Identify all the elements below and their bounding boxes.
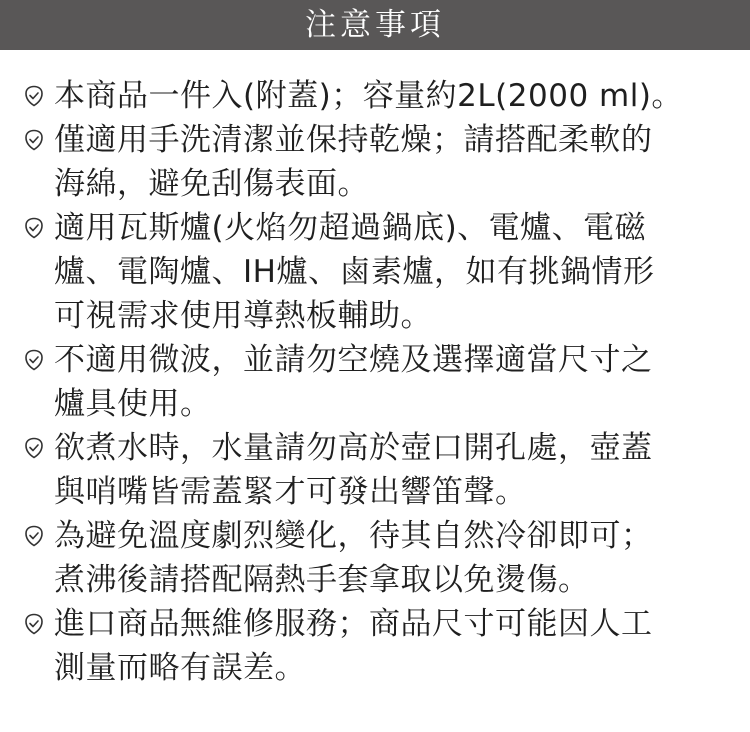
note-item bbox=[0, 338, 750, 426]
note-line: 煮沸後請搭配隔熱手套拿取以免燙傷。 bbox=[54, 562, 590, 598]
note-text bbox=[54, 426, 726, 514]
note-item bbox=[0, 426, 750, 514]
note-item bbox=[0, 118, 750, 206]
note-item bbox=[0, 206, 750, 338]
check-shield-icon bbox=[22, 524, 46, 554]
check-shield-icon bbox=[22, 348, 46, 378]
note-line: 欲煮水時，水量請勿高於壺口開孔處，壺蓋 bbox=[54, 430, 653, 466]
note-line: 測量而略有誤差。 bbox=[54, 650, 306, 686]
note-line: 海綿，避免刮傷表面。 bbox=[54, 166, 369, 202]
check-shield-icon bbox=[22, 436, 46, 466]
note-text bbox=[54, 118, 726, 206]
note-item bbox=[0, 514, 750, 602]
note-line: 為避免溫度劇烈變化，待其自然冷卻即可； bbox=[54, 518, 653, 554]
note-text bbox=[54, 74, 726, 118]
check-shield-icon bbox=[22, 128, 46, 158]
note-line: 進口商品無維修服務；商品尺寸可能因人工 bbox=[54, 606, 653, 642]
note-line: 適用瓦斯爐(火焰勿超過鍋底)、電爐、電磁 bbox=[54, 210, 647, 246]
note-line: 爐、電陶爐、IH爐、鹵素爐，如有挑鍋情形 bbox=[54, 254, 655, 290]
notes-list bbox=[0, 74, 750, 690]
note-item bbox=[0, 602, 750, 690]
note-text bbox=[54, 514, 726, 602]
note-text bbox=[54, 602, 726, 690]
note-line: 本商品一件入(附蓋)；容量約2L(2000 ml)。 bbox=[54, 78, 683, 114]
note-line: 可視需求使用導熱板輔助。 bbox=[54, 298, 432, 334]
check-shield-icon bbox=[22, 84, 46, 114]
check-shield-icon bbox=[22, 216, 46, 246]
note-line: 與哨嘴皆需蓋緊才可發出響笛聲。 bbox=[54, 474, 527, 510]
note-item bbox=[0, 74, 750, 118]
note-line: 僅適用手洗清潔並保持乾燥；請搭配柔軟的 bbox=[54, 122, 653, 158]
note-line: 爐具使用。 bbox=[54, 386, 212, 422]
check-shield-icon bbox=[22, 612, 46, 642]
note-text bbox=[54, 338, 726, 426]
note-line: 不適用微波，並請勿空燒及選擇適當尺寸之 bbox=[54, 342, 653, 378]
page-title: 注意事項 bbox=[305, 7, 445, 43]
note-text bbox=[54, 206, 726, 338]
header-bar bbox=[0, 0, 750, 50]
